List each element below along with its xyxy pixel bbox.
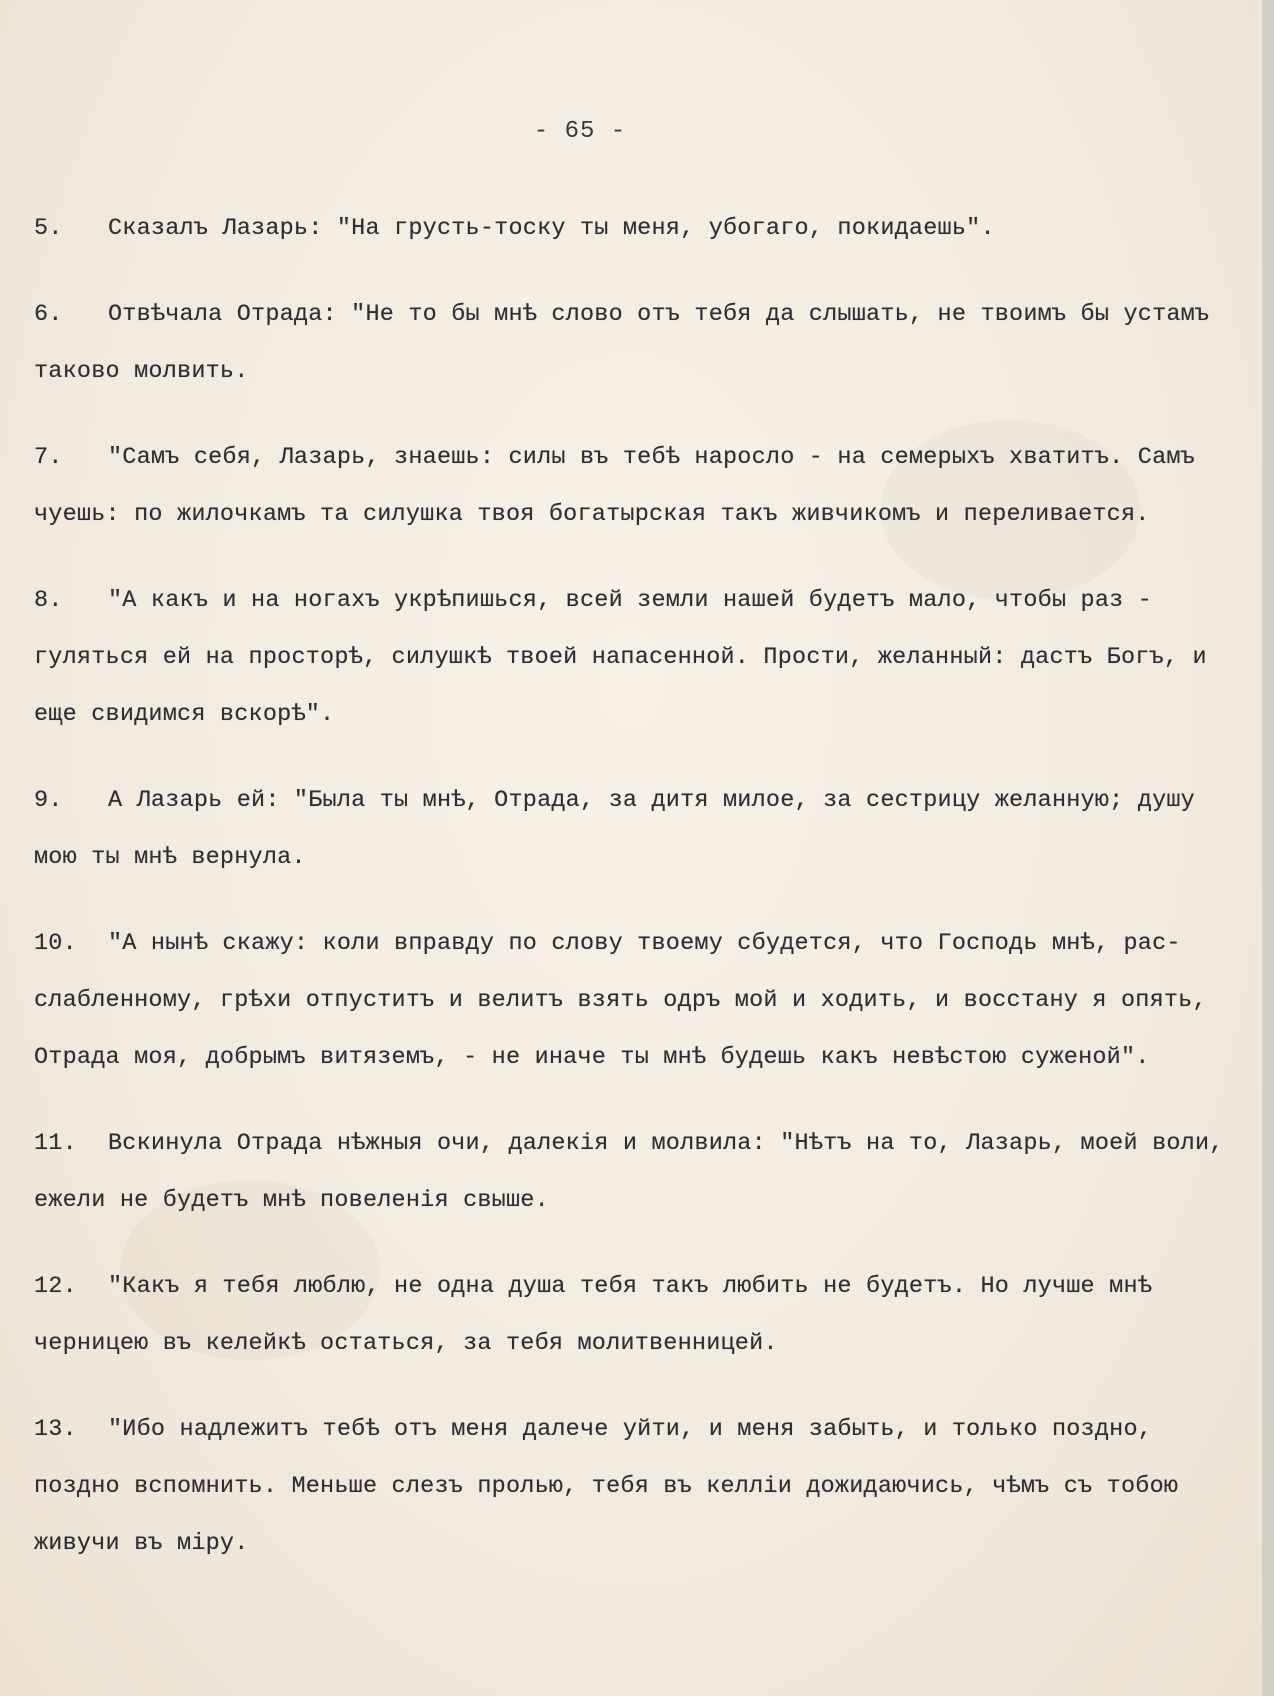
paragraph-8 [34, 572, 1239, 743]
paragraph-text: "Какъ я тебя люблю, не одна душа тебя такъ любить не будетъ. Но лучше мнѣ черницею въ келейкѣ остаться, за тебя молитвенницей. [34, 1273, 1153, 1357]
paragraph-6 [34, 286, 1239, 400]
paragraph-number: 8. [34, 587, 63, 614]
paragraph-text: "Самъ себя, Лазарь, знаешь: силы въ тебѣ наросло - на семерыхъ хватитъ. Самъ чуешь: по жилочкамъ та силушка твоя богатырская такъ живчикомъ и переливается. [34, 444, 1195, 528]
paragraph-number: 10. [34, 930, 77, 957]
paragraph-number: 7. [34, 444, 63, 471]
paragraph-13 [34, 1401, 1239, 1572]
paragraph-7 [34, 429, 1239, 543]
paragraph-text: А Лазарь ей: "Была ты мнѣ, Отрада, за дитя милое, за сестрицу желанную; душу мою ты мнѣ вернула. [34, 787, 1195, 871]
paragraph-12 [34, 1258, 1239, 1372]
paragraph-text: Отвѣчала Отрада: "Не то бы мнѣ слово отъ тебя да слышать, не твоимъ бы устамъ таково молвить. [34, 301, 1210, 385]
paragraph-text: "А нынѣ скажу: коли вправду по слову твоему сбудется, что Господь мнѣ, рас- слабленному, грѣхи отпуститъ и велитъ взять одръ мой и ходить, и восстану я опять, Отрада моя, добрымъ витяземъ, - не иначе ты мнѣ будешь какъ невѣстою суженой". [34, 930, 1207, 1071]
paragraph-text: "Ибо надлежитъ тебѣ отъ меня далече уйти, и меня забыть, и только поздно, поздно вспомнить. Меньше слезъ пролью, тебя въ келліи дожидаючись, чѣмъ съ тобою живучи въ мiру. [34, 1416, 1179, 1557]
paragraph-5 [34, 200, 1239, 257]
paragraph-number: 11. [34, 1130, 77, 1157]
paragraph-text: "А какъ и на ногахъ укрѣпишься, всей земли нашей будетъ мало, чтобы раз - гуляться ей на просторѣ, силушкѣ твоей напасенной. Прости, желанный: дастъ Богъ, и еще свидимся вскорѣ". [34, 587, 1207, 728]
paragraph-10 [34, 915, 1239, 1086]
paragraph-11 [34, 1115, 1239, 1229]
paragraph-number: 9. [34, 787, 63, 814]
page-body [34, 200, 1239, 1601]
page-number: - 65 - [533, 118, 627, 145]
paragraph-number: 5. [34, 215, 63, 242]
paragraph-text: Сказалъ Лазарь: "На грусть-тоску ты меня, убогаго, покидаешь". [108, 215, 995, 242]
paragraph-text: Вскинула Отрада нѣжныя очи, далекія и молвила: "Нѣтъ на то, Лазарь, моей воли, ежели не будетъ мнѣ повеленія свыше. [34, 1130, 1224, 1214]
paragraph-number: 13. [34, 1416, 77, 1443]
paragraph-number: 6. [34, 301, 63, 328]
paragraph-9 [34, 772, 1239, 886]
paragraph-number: 12. [34, 1273, 77, 1300]
